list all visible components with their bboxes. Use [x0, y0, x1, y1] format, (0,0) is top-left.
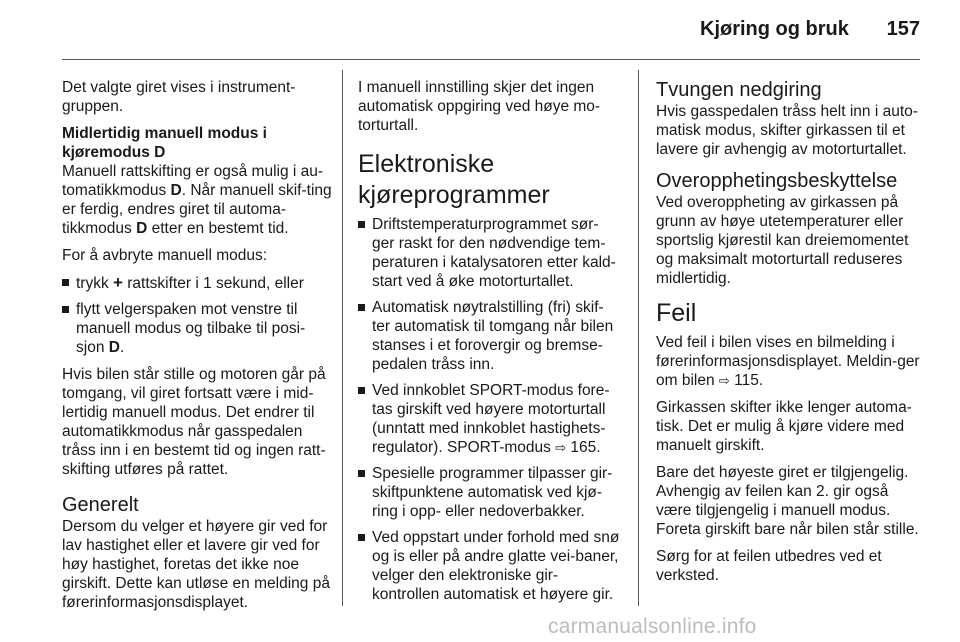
heading-generelt: Generelt: [62, 494, 139, 516]
list-item: Spesielle programmer tilpasser gir-skiftpunktene automatisk ved kjø-ring i opp- eller nedoverbakker.: [358, 464, 620, 521]
paragraph: Dersom du velger et høyere gir ved for lav hastighet eller et lavere gir ved for høy hastighet, foretas det ikke noe girskift. Dette kan utløse en melding på førerinformasjonsdisplayet.: [62, 518, 330, 611]
bullet-icon: [62, 279, 69, 286]
paragraph: Ved feil i bilen vises en bilmelding i førerinformasjonsdisplayet. Meldin-ger om bilen ⇨ 115.: [656, 334, 920, 389]
page-reference-arrow-icon: ⇨: [555, 440, 567, 455]
bullet-icon: [358, 470, 365, 477]
plus-icon: +: [113, 273, 123, 292]
column-3: [656, 78, 922, 593]
paragraph: Det valgte giret vises i instrument-gruppen.: [62, 79, 296, 115]
paragraph: Hvis gasspedalen tråss helt inn i auto-matisk modus, skifter girkassen til et lavere gir avhengig av motorturtallet.: [656, 103, 918, 158]
bullet-icon: [62, 306, 69, 313]
paragraph: For å avbryte manuell modus:: [62, 247, 268, 264]
list-item: trykk + rattskifter i 1 sekund, eller: [62, 273, 332, 293]
paragraph: Ved overoppheting av girkassen på grunn av høye utetemperaturer eller sportslig kjørestil kan dreiemomentet og maksimalt motorturtall reduseres midlertidig.: [656, 194, 909, 287]
paragraph: Bare det høyeste giret er tilgjengelig. Avhengig av feilen kan 2. gir også være tilgjengelig i manuell modus. Foreta girskift bare når bilen står stille.: [656, 464, 919, 538]
column-1: [62, 78, 332, 620]
bullet-list: [62, 273, 332, 357]
heading-overopphetingsbeskyttelse: Overopphetingsbeskyttelse: [656, 170, 898, 192]
watermark: carmanualsonline.info: [548, 615, 757, 638]
page-number: 157: [886, 18, 920, 40]
column-divider-2: [638, 70, 639, 606]
bullet-icon: [358, 534, 365, 541]
page-header-title: Kjøring og bruk: [700, 18, 849, 40]
column-divider-1: [342, 70, 343, 606]
paragraph: Manuell rattskifting er også mulig i au-tomatikkmodus D. Når manuell skif-ting er ferdig, endres giret til automa-tikkmodus D etter en bestemt tid.: [62, 163, 332, 237]
subheading-manual-mode: Midlertidig manuell modus i kjøremodus D: [62, 125, 267, 161]
list-item: Automatisk nøytralstilling (fri) skif-ter automatisk til tomgang når bilen stanses i et forovergir og bremse-pedalen tråss inn.: [358, 298, 620, 374]
list-item: Driftstemperaturprogrammet sør-ger raskt for den nødvendige tem-peraturen i katalysatoren etter kald-start ved å øke motorturtallet.: [358, 215, 620, 291]
bullet-icon: [358, 304, 365, 311]
list-item: Ved innkoblet SPORT-modus fore-tas girskift ved høyere motorturtall (unntatt med innkoblet hastighets-regulator). SPORT-modus ⇨ 165.: [358, 381, 620, 457]
page-reference-arrow-icon: ⇨: [718, 373, 730, 388]
heading-tvungen-nedgiring: Tvungen nedgiring: [656, 79, 822, 101]
bullet-list: [358, 215, 620, 604]
bullet-icon: [358, 387, 365, 394]
column-2: [358, 78, 620, 612]
heading-elektroniske-kjoreprogrammer: Elektroniske kjøreprogrammer: [358, 150, 550, 209]
paragraph: Sørg for at feilen utbedres ved et verksted.: [656, 548, 882, 584]
heading-feil: Feil: [656, 299, 697, 327]
list-item: Ved oppstart under forhold med snø og is eller på andre glatte vei-baner, velger den elektroniske gir-kontrollen automatisk et høyere gir.: [358, 528, 620, 604]
paragraph: Girkassen skifter ikke lenger automa-tisk. Det er mulig å kjøre videre med manuelt girskift.: [656, 399, 912, 454]
header-rule: [62, 59, 920, 60]
list-item: flytt velgerspaken mot venstre til manuell modus og tilbake til posi-sjon D.: [62, 300, 332, 357]
bullet-icon: [358, 221, 365, 228]
paragraph: Hvis bilen står stille og motoren går på tomgang, vil giret fortsatt være i mid-lertidig manuell modus. Det endrer til automatikkmodus når gasspedalen tråss inn i en bestemt tid og ingen ratt-skifting utføres på rattet.: [62, 366, 326, 478]
paragraph: I manuell innstilling skjer det ingen automatisk oppgiring ved høye mo-torturtall.: [358, 79, 601, 134]
